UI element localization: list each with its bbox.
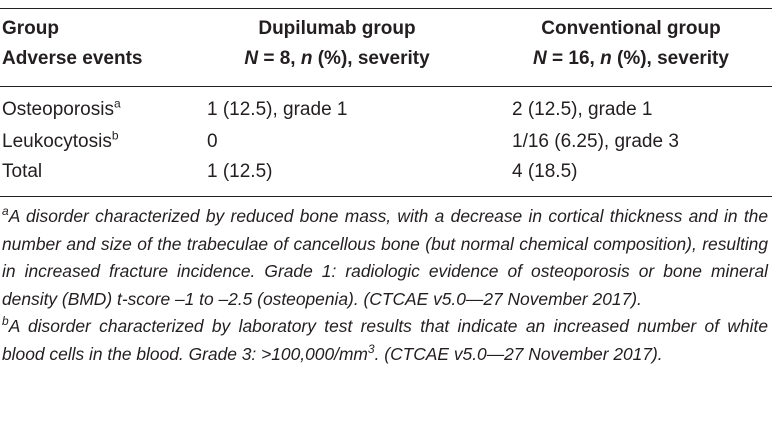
event-label: Osteoporosis bbox=[2, 99, 114, 120]
row-total-event: Total bbox=[2, 161, 43, 182]
table-top-rule bbox=[0, 8, 772, 9]
footnote-marker: a bbox=[113, 96, 121, 111]
header-conventional-n-symbol: n bbox=[600, 48, 612, 69]
event-label: Leukocytosis bbox=[2, 131, 112, 152]
header-adverse-events-label: Adverse events bbox=[2, 48, 143, 69]
row-total-conventional: 4 (18.5) bbox=[512, 161, 578, 182]
header-conventional-group: Conventional group bbox=[541, 18, 721, 39]
header-dupilumab-group: Dupilumab group bbox=[258, 18, 416, 39]
row-leukocytosis-dupilumab: 0 bbox=[207, 131, 218, 152]
header-conventional-N-symbol: N bbox=[533, 48, 547, 69]
row-osteoporosis-conventional: 2 (12.5), grade 1 bbox=[512, 99, 653, 120]
header-conventional-count: = 16, bbox=[546, 48, 601, 69]
table-footnotes bbox=[2, 203, 768, 368]
header-group-label: Group bbox=[2, 18, 59, 39]
footnote-b-text: A disorder characterized by laboratory test results that indicate an increased number of white blood cells in the blood. Grade 3: >100,000/mm bbox=[2, 316, 768, 364]
header-conventional-n bbox=[490, 47, 772, 71]
header-dupilumab-n-symbol: n bbox=[300, 48, 313, 69]
footnote-b-text-end: . (CTCAE v5.0—27 November 2017). bbox=[374, 343, 663, 364]
footnote-b-superscript: 3 bbox=[367, 341, 375, 356]
footnote-b-marker: b bbox=[2, 314, 9, 329]
footnote-a-text: A disorder characterized by reduced bone mass, with a decrease in cortical thickness and in the number and size of the trabeculae of cancellous bone (but normal chemical composition), resulting in increased fracture incidence. Grade 1: radiologic evidence of osteoporosis or bone mineral density (BMD) t-score –1 to –2.5 (osteopenia). (CTCAE v5.0—27 November 2017). bbox=[2, 206, 768, 309]
table-header-rule bbox=[0, 86, 772, 87]
footnote-marker: b bbox=[111, 128, 119, 143]
header-conventional-severity: (%), severity bbox=[611, 48, 729, 69]
row-osteoporosis-dupilumab: 1 (12.5), grade 1 bbox=[207, 99, 348, 120]
header-dupilumab-count: = 8, bbox=[258, 48, 301, 69]
footnote-a bbox=[2, 203, 768, 313]
footnote-a-marker: a bbox=[2, 204, 9, 219]
row-leukocytosis-conventional: 1/16 (6.25), grade 3 bbox=[512, 131, 679, 152]
header-dupilumab-n bbox=[207, 47, 467, 71]
row-leukocytosis-event bbox=[2, 130, 119, 154]
table-bottom-rule bbox=[0, 196, 772, 197]
header-dupilumab-N-symbol: N bbox=[244, 48, 259, 69]
header-dupilumab-severity: (%), severity bbox=[312, 48, 430, 69]
footnote-b bbox=[2, 313, 768, 368]
row-total-dupilumab: 1 (12.5) bbox=[207, 161, 273, 182]
row-osteoporosis-event bbox=[2, 98, 121, 122]
